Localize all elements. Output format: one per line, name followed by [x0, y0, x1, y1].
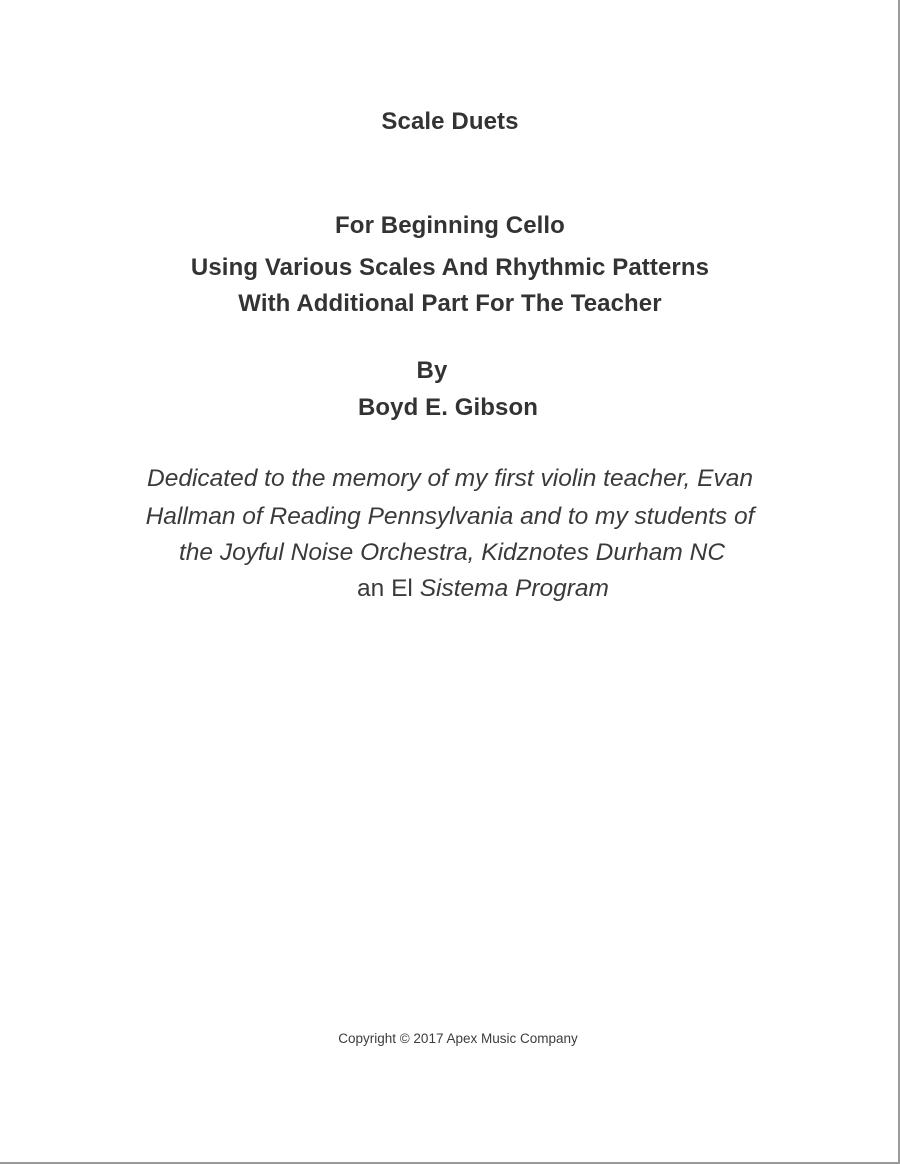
dedication-line-4-prefix: an El [357, 575, 420, 602]
copyright-notice: Copyright © 2017 Apex Music Company [338, 1031, 578, 1046]
dedication-line-1: Dedicated to the memory of my first violin teacher, Evan [147, 465, 753, 492]
author-name: Boyd E. Gibson [357, 394, 539, 421]
page-title: Scale Duets [381, 108, 519, 135]
dedication-line-4-italic: Sistema Program [419, 575, 609, 602]
dedication-line-4 [33, 575, 900, 603]
subtitle-line-3: With Additional Part For The Teacher [238, 290, 662, 317]
dedication-line-2: Hallman of Reading Pennsylvania and to my students of [145, 503, 755, 530]
byline-by: By [416, 357, 448, 384]
dedication-line-3: the Joyful Noise Orchestra, Kidznotes Durham NC [178, 539, 726, 566]
subtitle-line-2: Using Various Scales And Rhythmic Patterns [190, 254, 710, 281]
subtitle-line-1: For Beginning Cello [335, 212, 565, 239]
